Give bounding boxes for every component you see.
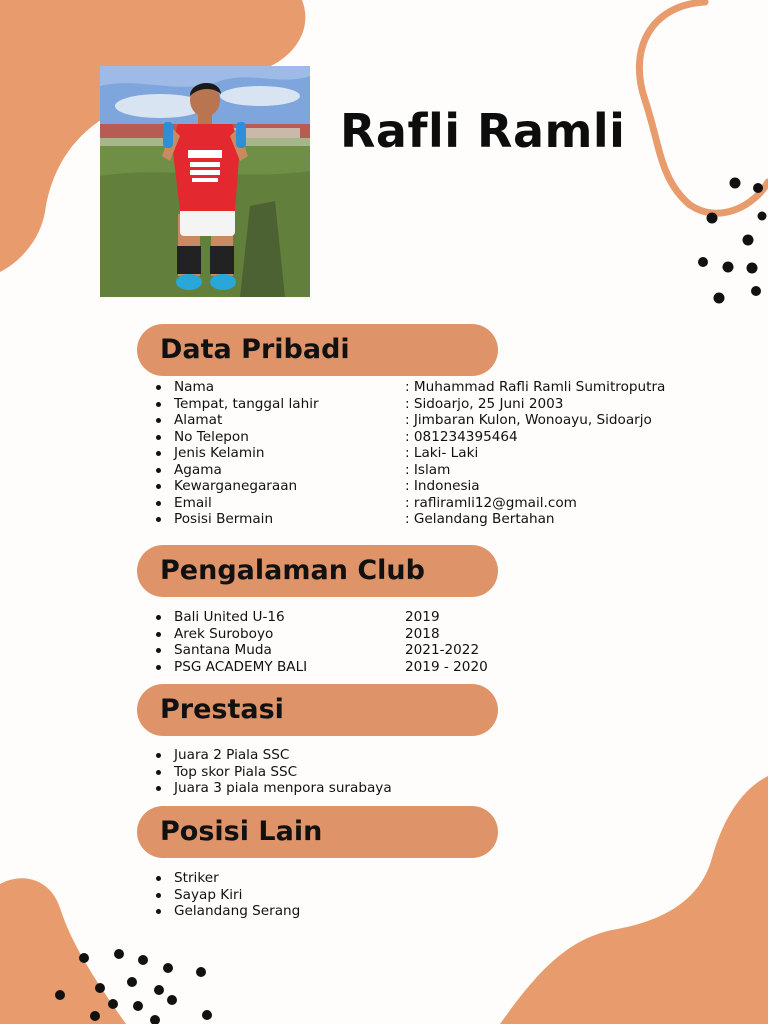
field-value: : 081234395464 bbox=[405, 428, 518, 445]
achievement-text: Juara 3 piala menpora surabaya bbox=[174, 780, 392, 796]
field-value: : Laki- Laki bbox=[405, 445, 479, 461]
field-label: No Telepon bbox=[174, 428, 249, 445]
field-value: : Sidoarjo, 25 Juni 2003 bbox=[405, 395, 564, 412]
profile-photo bbox=[100, 66, 310, 297]
club-name: Arek Suroboyo bbox=[174, 625, 274, 642]
field-value: : Gelandang Bertahan bbox=[405, 511, 555, 527]
club-years: 2019 bbox=[405, 609, 440, 625]
club-name: Santana Muda bbox=[174, 642, 272, 658]
field-value: : Indonesia bbox=[405, 478, 480, 494]
profile-name: Rafli Ramli bbox=[340, 104, 626, 158]
bottom-left-blob bbox=[0, 878, 126, 1024]
field-label: Nama bbox=[174, 379, 215, 395]
field-label: Email bbox=[174, 494, 212, 511]
player-photo-illustration bbox=[100, 66, 310, 297]
club-years: 2018 bbox=[405, 625, 440, 642]
field-label: Posisi Bermain bbox=[174, 511, 274, 527]
position-text: Gelandang Serang bbox=[174, 903, 301, 919]
field-value: : rafliramli12@gmail.com bbox=[405, 494, 577, 511]
field-label: Jenis Kelamin bbox=[174, 445, 265, 461]
club-years: 2019 - 2020 bbox=[405, 658, 488, 675]
position-text: Sayap Kiri bbox=[174, 886, 243, 903]
field-label: Agama bbox=[174, 461, 222, 478]
position-text: Striker bbox=[174, 870, 219, 886]
field-value: : Jimbaran Kulon, Wonoayu, Sidoarjo bbox=[405, 412, 652, 428]
achievement-text: Juara 2 Piala SSC bbox=[174, 747, 290, 763]
section-header-prestasi: Prestasi bbox=[137, 684, 498, 736]
field-label: Kewarganegaraan bbox=[174, 478, 298, 494]
top-right-curve bbox=[639, 2, 768, 213]
bottom-right-blob bbox=[500, 776, 768, 1024]
club-name: Bali United U-16 bbox=[174, 609, 285, 625]
field-value: : Muhammad Rafli Ramli Sumitroputra bbox=[405, 379, 666, 395]
club-name: PSG ACADEMY BALI bbox=[174, 658, 308, 675]
achievement-text: Top skor Piala SSC bbox=[174, 763, 298, 780]
field-label: Alamat bbox=[174, 412, 223, 428]
field-value: : Islam bbox=[405, 461, 451, 478]
club-years: 2021-2022 bbox=[405, 642, 480, 658]
section-header-posisi-lain: Posisi Lain bbox=[137, 806, 498, 858]
section-header-data-pribadi: Data Pribadi bbox=[137, 324, 498, 376]
field-label: Tempat, tanggal lahir bbox=[174, 395, 319, 412]
section-header-pengalaman-club: Pengalaman Club bbox=[137, 545, 498, 597]
